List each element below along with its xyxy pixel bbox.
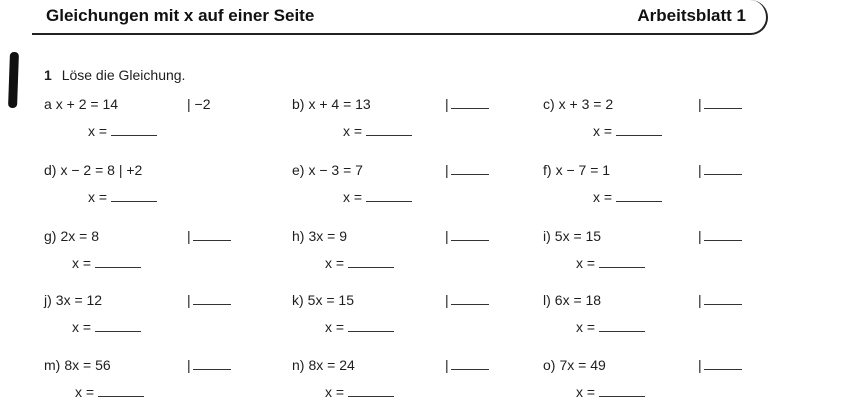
solve-label: x = [576,255,596,271]
equation-text: x − 3 = 7 [308,162,363,178]
operation-field[interactable] [445,357,489,373]
equation-text: 8x = 56 [64,357,111,373]
operation-blank[interactable] [193,228,231,241]
solution-field[interactable] [88,189,157,205]
problem-label: e) [292,162,305,178]
margin-bar [8,52,19,108]
solution-field[interactable] [325,319,394,335]
solution-blank[interactable] [98,384,144,397]
solve-label: x = [88,189,108,205]
operation-blank[interactable] [704,96,742,109]
operation-text: | [445,228,449,244]
problem-label: n) [292,357,305,373]
operation-field[interactable] [445,228,489,244]
solution-field[interactable] [325,255,394,271]
solve-label: x = [576,384,596,400]
operation-text: | [445,162,449,178]
problem-equation [292,292,354,308]
problem-equation [543,357,606,373]
worksheet-title: Gleichungen mit x auf einer Seite [46,6,315,25]
solution-field[interactable] [593,189,662,205]
equation-text: x + 4 = 13 [308,96,371,112]
solve-label: x = [88,123,108,139]
solution-blank[interactable] [348,319,394,332]
problem-equation [292,228,347,244]
problem-label: d) [44,162,57,178]
solution-blank[interactable] [111,123,157,136]
equation-text: 3x = 9 [308,228,347,244]
solution-field[interactable] [75,384,144,400]
operation-text: | [698,162,702,178]
problem-label: k) [292,292,304,308]
operation-blank[interactable] [704,357,742,370]
equation-text: 2x = 8 [60,228,99,244]
solution-blank[interactable] [95,255,141,268]
operation-blank[interactable] [704,162,742,175]
operation-field[interactable] [187,96,211,112]
solution-field[interactable] [576,384,645,400]
operation-text: | −2 [187,96,211,112]
problem-equation [44,357,111,373]
problem-label: c) [543,96,555,112]
problem-equation [543,228,601,244]
operation-text: | [187,228,191,244]
solution-blank[interactable] [95,319,141,332]
operation-field[interactable] [698,357,742,373]
equation-text: x − 2 = 8 | +2 [60,162,143,178]
operation-blank[interactable] [451,228,489,241]
problem-equation [292,96,371,112]
task-instruction: Löse die Gleichung. [61,67,186,83]
operation-blank[interactable] [704,292,742,305]
operation-blank[interactable] [704,228,742,241]
equation-text: x − 7 = 1 [555,162,611,178]
problem-equation [292,357,355,373]
operation-field[interactable] [698,292,742,308]
problem-label: j) [44,292,52,308]
solution-field[interactable] [593,123,662,139]
solution-blank[interactable] [599,319,645,332]
equation-text: x + 3 = 2 [558,96,614,112]
task-heading [44,67,185,83]
solution-blank[interactable] [599,255,645,268]
operation-text: | [445,96,449,112]
operation-field[interactable] [187,292,231,308]
problem-equation [543,96,613,112]
equation-text: 7x = 49 [559,357,606,373]
sheet-label: Arbeitsblatt 1 [637,6,746,25]
solve-label: x = [325,384,345,400]
operation-field[interactable] [445,162,489,178]
solve-label: x = [343,123,363,139]
operation-text: | [698,292,702,308]
operation-text: | [187,292,191,308]
solve-label: x = [343,189,363,205]
operation-blank[interactable] [451,162,489,175]
operation-text: | [445,357,449,373]
task-number: 1 [44,67,52,83]
operation-field[interactable] [445,96,489,112]
problem-equation [543,292,601,308]
equation-text: x + 2 = 14 [55,96,119,112]
equation-text: 3x = 12 [55,292,103,308]
problem-label: b) [292,96,305,112]
problem-equation [292,162,363,178]
problem-label: h) [292,228,305,244]
worksheet-header [32,0,768,35]
equation-text: 8x = 24 [308,357,355,373]
problem-label: a [44,96,52,112]
problem-equation [44,228,99,244]
problem-equation [44,292,102,308]
solution-blank[interactable] [348,384,394,397]
operation-text: | [698,357,702,373]
operation-field[interactable] [445,292,489,308]
solution-field[interactable] [343,189,412,205]
operation-blank[interactable] [451,292,489,305]
operation-field[interactable] [698,228,742,244]
problem-label: f) [543,162,552,178]
operation-blank[interactable] [451,357,489,370]
problem-label: l) [543,292,551,308]
solution-field[interactable] [72,255,141,271]
problem-label: o) [543,357,556,373]
solution-field[interactable] [325,384,394,400]
solution-blank[interactable] [616,189,662,202]
operation-text: | [698,228,702,244]
operation-field[interactable] [698,96,742,112]
operation-field[interactable] [187,357,231,373]
solution-blank[interactable] [348,255,394,268]
operation-blank[interactable] [451,96,489,109]
operation-field[interactable] [698,162,742,178]
solution-field[interactable] [88,123,157,139]
solve-label: x = [576,319,596,335]
problem-equation [543,162,610,178]
problem-label: g) [44,228,57,244]
solution-blank[interactable] [366,123,412,136]
operation-text: | [187,357,191,373]
solve-label: x = [72,255,92,271]
solve-label: x = [72,319,92,335]
solution-blank[interactable] [111,189,157,202]
solution-field[interactable] [576,319,645,335]
operation-text: | [698,96,702,112]
solve-label: x = [325,255,345,271]
solution-blank[interactable] [616,123,662,136]
solve-label: x = [593,123,613,139]
solve-label: x = [593,189,613,205]
solution-field[interactable] [72,319,141,335]
solution-field[interactable] [576,255,645,271]
solve-label: x = [75,384,95,400]
equation-text: 5x = 15 [554,228,602,244]
equation-text: 5x = 15 [307,292,354,308]
problem-label: i) [543,228,551,244]
problem-equation [44,96,118,112]
operation-text: | [445,292,449,308]
operation-field[interactable] [187,228,231,244]
operation-blank[interactable] [193,357,231,370]
solution-field[interactable] [343,123,412,139]
problem-equation [44,162,142,178]
equation-text: 6x = 18 [554,292,602,308]
operation-blank[interactable] [193,292,231,305]
solution-blank[interactable] [599,384,645,397]
solution-blank[interactable] [366,189,412,202]
problem-label: m) [44,357,61,373]
solve-label: x = [325,319,345,335]
